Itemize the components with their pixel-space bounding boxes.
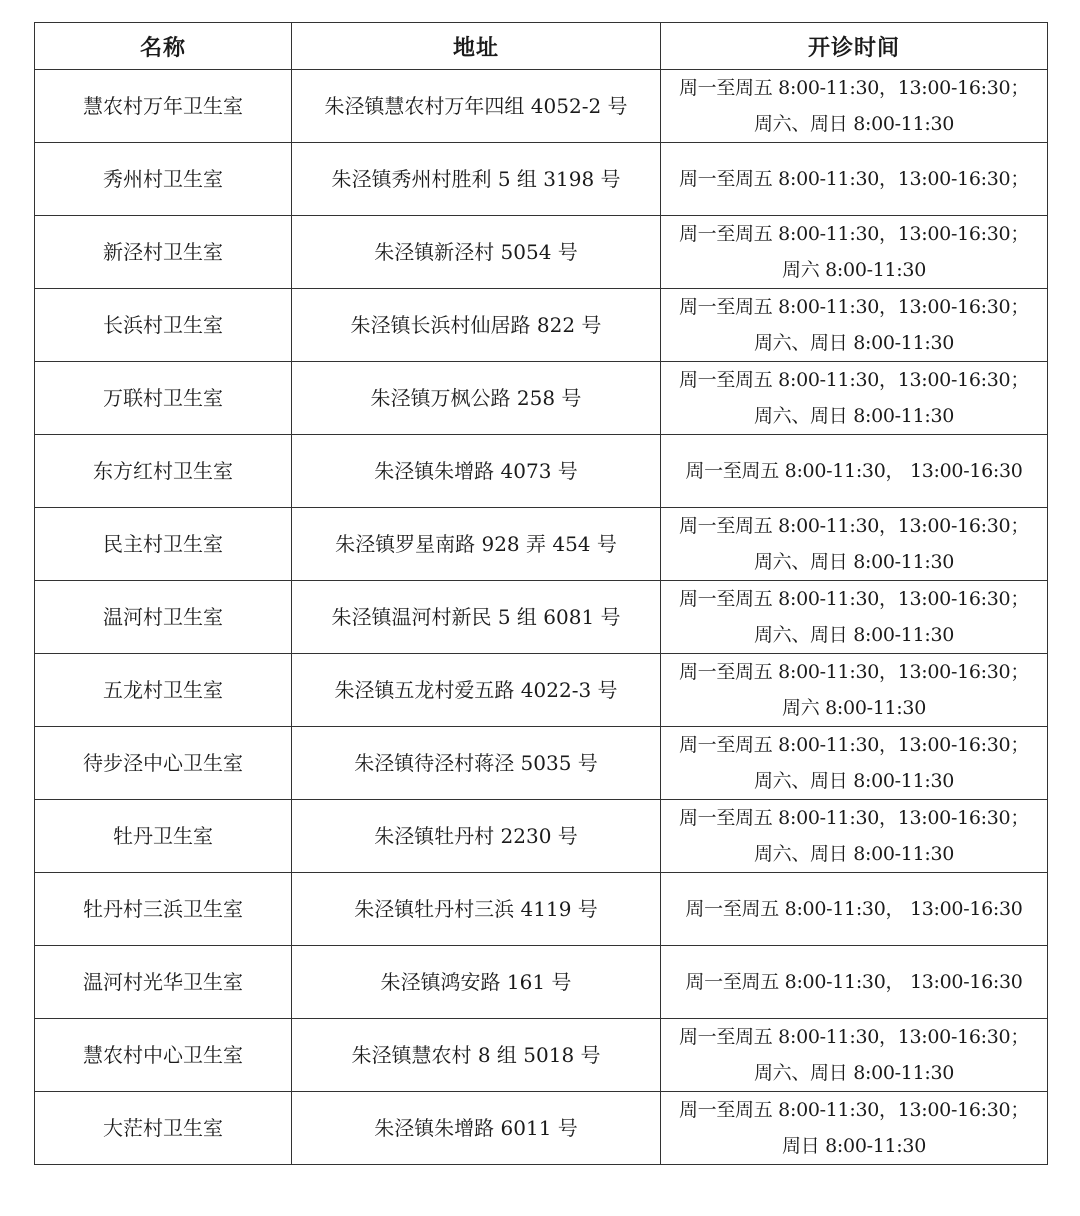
hours-line: 周一至周五 8:00-11:30，13:00-16:30； [678,734,1030,756]
hours-line: 周一至周五 8:00-11:30，13:00-16:30； [678,1099,1030,1121]
table-body [35,70,1048,1165]
clinic-hours-cell [661,654,1048,727]
hours-line: 周六、周日 8:00-11:30 [753,113,955,135]
clinic-address-cell: 朱泾镇新泾村 5054 号 [292,216,661,289]
table-row [35,873,1048,946]
clinic-address-cell: 朱泾镇秀州村胜利 5 组 3198 号 [292,143,661,216]
clinic-hours-cell [661,70,1048,143]
header-hours: 开诊时间 [661,23,1048,70]
hours-line: 周六 8:00-11:30 [782,697,926,719]
clinic-hours-cell [661,362,1048,435]
clinic-address-cell: 朱泾镇长浜村仙居路 822 号 [292,289,661,362]
clinic-hours-cell [661,727,1048,800]
hours-line: 周日 8:00-11:30 [782,1135,926,1157]
clinic-hours-cell [661,289,1048,362]
clinic-address-cell: 朱泾镇待泾村蒋泾 5035 号 [292,727,661,800]
clinic-address-cell: 朱泾镇朱增路 4073 号 [292,435,661,508]
hours-line: 周六、周日 8:00-11:30 [753,624,955,646]
table-row [35,1092,1048,1165]
clinic-address-cell: 朱泾镇温河村新民 5 组 6081 号 [292,581,661,654]
clinic-hours-cell [661,873,1048,946]
clinic-hours-cell [661,946,1048,1019]
table-row [35,216,1048,289]
header-address: 地址 [292,23,661,70]
clinic-address-cell: 朱泾镇慧农村 8 组 5018 号 [292,1019,661,1092]
hours-line: 周六 8:00-11:30 [782,259,926,281]
clinic-address-cell: 朱泾镇朱增路 6011 号 [292,1092,661,1165]
header-name: 名称 [35,23,292,70]
hours-line: 周一至周五 8:00-11:30，13:00-16:30； [678,296,1030,318]
clinic-name-cell: 万联村卫生室 [35,362,292,435]
clinic-address-cell: 朱泾镇鸿安路 161 号 [292,946,661,1019]
clinic-hours-cell [661,1092,1048,1165]
clinic-hours-cell [661,143,1048,216]
table-row [35,946,1048,1019]
hours-line: 周一至周五 8:00-11:30，13:00-16:30； [678,515,1030,537]
clinic-address-cell: 朱泾镇牡丹村 2230 号 [292,800,661,873]
table-row [35,508,1048,581]
clinic-name-cell: 五龙村卫生室 [35,654,292,727]
clinic-name-cell: 大茫村卫生室 [35,1092,292,1165]
clinic-name-cell: 民主村卫生室 [35,508,292,581]
hours-line: 周一至周五 8:00-11:30，13:00-16:30； [678,77,1030,99]
table-row [35,581,1048,654]
hours-line: 周六、周日 8:00-11:30 [753,405,955,427]
clinic-address-cell: 朱泾镇慧农村万年四组 4052-2 号 [292,70,661,143]
table-row [35,289,1048,362]
clinic-address-cell: 朱泾镇牡丹村三浜 4119 号 [292,873,661,946]
clinic-address-cell: 朱泾镇五龙村爱五路 4022-3 号 [292,654,661,727]
clinic-name-cell: 温河村卫生室 [35,581,292,654]
hours-line: 周六、周日 8:00-11:30 [753,332,955,354]
hours-line: 周一至周五 8:00-11:30，13:00-16:30； [678,168,1030,190]
clinic-name-cell: 牡丹卫生室 [35,800,292,873]
table-row [35,1019,1048,1092]
hours-line: 周一至周五 8:00-11:30， 13:00-16:30 [685,971,1023,993]
table-row [35,800,1048,873]
clinic-hours-cell [661,508,1048,581]
clinic-hours-cell [661,216,1048,289]
hours-line: 周一至周五 8:00-11:30， 13:00-16:30 [685,898,1023,920]
clinic-table [34,22,1048,1165]
clinic-name-cell: 待步泾中心卫生室 [35,727,292,800]
hours-line: 周六、周日 8:00-11:30 [753,843,955,865]
clinic-name-cell: 温河村光华卫生室 [35,946,292,1019]
hours-line: 周六、周日 8:00-11:30 [753,551,955,573]
hours-line: 周一至周五 8:00-11:30，13:00-16:30； [678,369,1030,391]
clinic-name-cell: 慧农村中心卫生室 [35,1019,292,1092]
hours-line: 周一至周五 8:00-11:30，13:00-16:30； [678,588,1030,610]
clinic-name-cell: 新泾村卫生室 [35,216,292,289]
table-row [35,435,1048,508]
table-row [35,654,1048,727]
hours-line: 周一至周五 8:00-11:30，13:00-16:30； [678,661,1030,683]
header-row [35,23,1048,70]
table-row [35,70,1048,143]
clinic-hours-cell [661,435,1048,508]
table-row [35,143,1048,216]
clinic-address-cell: 朱泾镇万枫公路 258 号 [292,362,661,435]
clinic-address-cell: 朱泾镇罗星南路 928 弄 454 号 [292,508,661,581]
clinic-name-cell: 秀州村卫生室 [35,143,292,216]
hours-line: 周一至周五 8:00-11:30，13:00-16:30； [678,807,1030,829]
hours-line: 周一至周五 8:00-11:30， 13:00-16:30 [685,460,1023,482]
clinic-hours-cell [661,1019,1048,1092]
hours-line: 周六、周日 8:00-11:30 [753,1062,955,1084]
hours-line: 周六、周日 8:00-11:30 [753,770,955,792]
hours-line: 周一至周五 8:00-11:30，13:00-16:30； [678,223,1030,245]
clinic-name-cell: 东方红村卫生室 [35,435,292,508]
clinic-name-cell: 慧农村万年卫生室 [35,70,292,143]
clinic-hours-cell [661,800,1048,873]
table-row [35,362,1048,435]
hours-line: 周一至周五 8:00-11:30，13:00-16:30； [678,1026,1030,1048]
clinic-name-cell: 牡丹村三浜卫生室 [35,873,292,946]
clinic-name-cell: 长浜村卫生室 [35,289,292,362]
table-row [35,727,1048,800]
clinic-hours-cell [661,581,1048,654]
